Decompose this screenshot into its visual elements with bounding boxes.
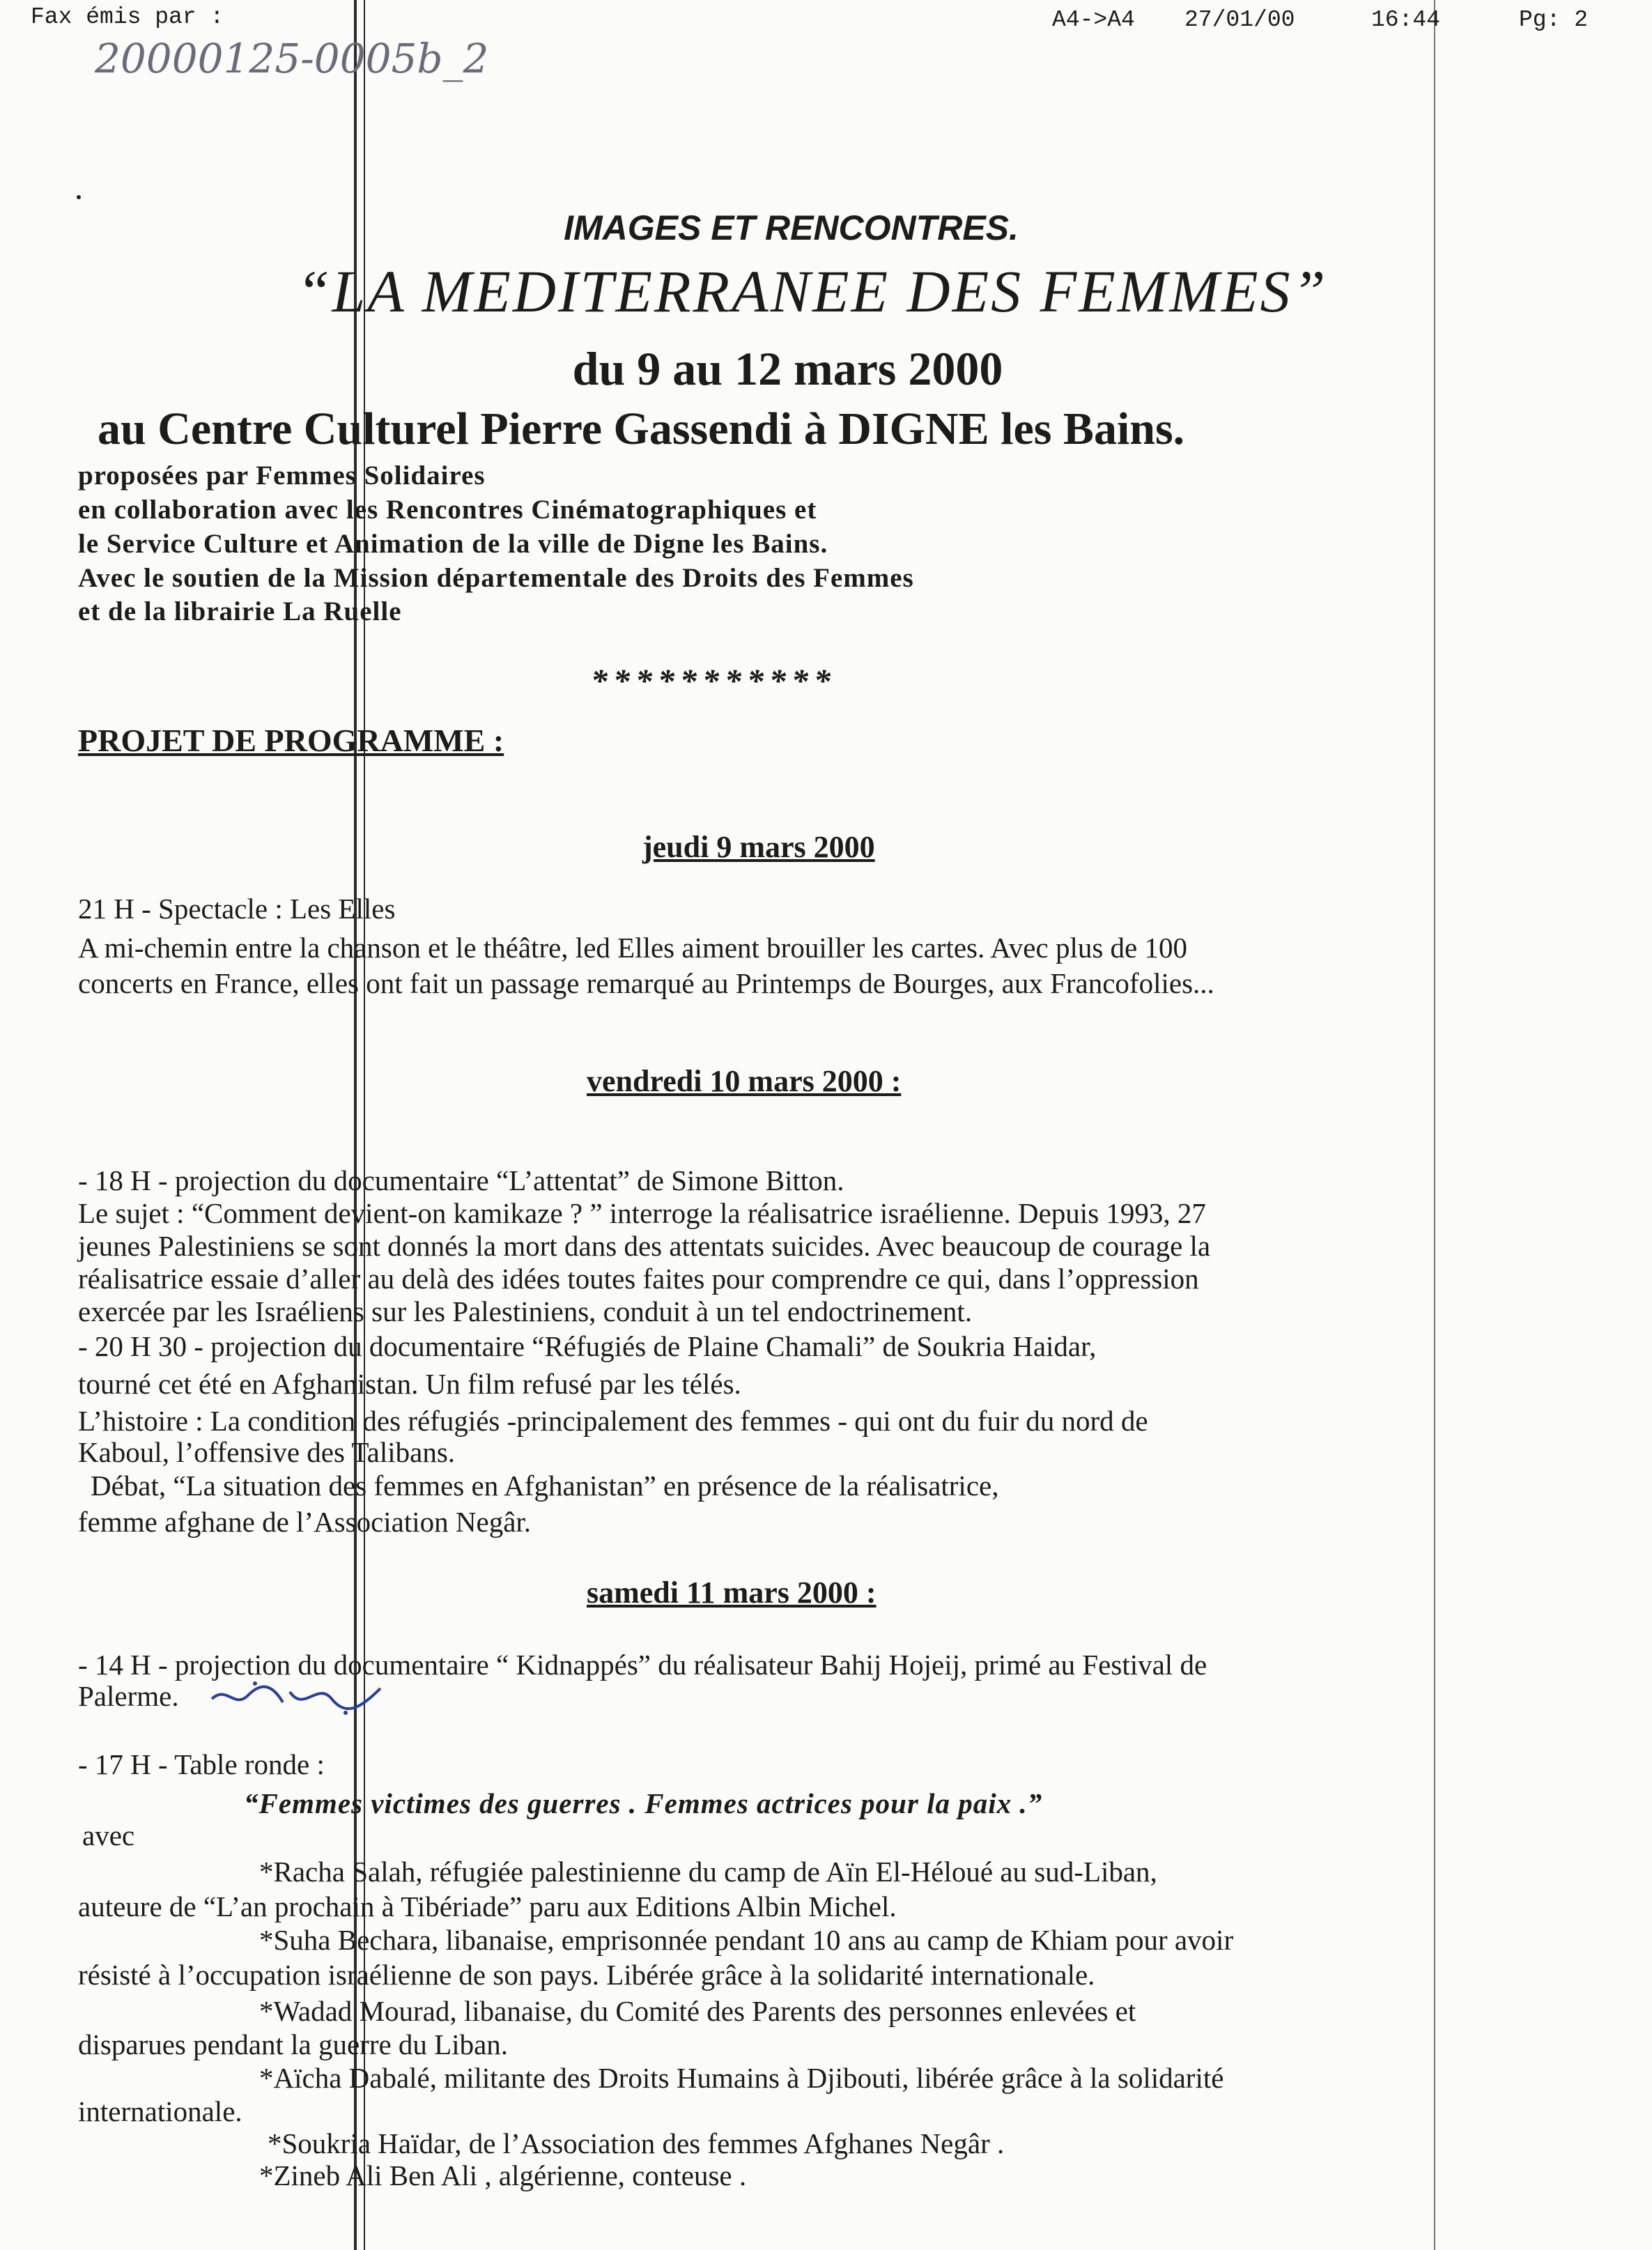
samedi-line-10: *Wadad Mourad, libanaise, du Comité des Parents des personnes enlevées et [259,1995,1136,2027]
vendredi-line-9: Kaboul, l’offensive des Talibans. [78,1436,456,1468]
title-venue: au Centre Culturel Pierre Gassendi à DIGNE les Bains. [98,403,1185,454]
vendredi-line-6: - 20 H 30 - projection du documentaire “Réfugiés de Plaine Chamali” de Soukria Haidar, [78,1330,1097,1362]
samedi-line-15: *Zineb Ali Ben Ali , algérienne, conteuse . [259,2159,747,2191]
samedi-line-12: *Aïcha Dabalé, militante des Droits Humains à Djibouti, libérée grâce à la solidarité [259,2062,1224,2094]
vendredi-line-7: tourné cet été en Afghanistan. Un film refusé par les télés. [78,1368,741,1400]
samedi-line-4: “Femmes victimes des guerres . Femmes actrices pour la paix .” [244,1787,1043,1819]
fax-time: 16:44 [1371,7,1441,33]
handwritten-annotation [206,1671,394,1720]
fax-page: Pg: 2 [1519,7,1589,33]
samedi-line-13: internationale. [78,2095,242,2127]
title-line1: IMAGES ET RENCONTRES. [564,208,1019,247]
organizers-line-4: Avec le soutien de la Mission départementale des Droits des Femmes [78,563,914,593]
samedi-line-11: disparues pendant la guerre du Liban. [78,2028,509,2060]
organizers-line-5: et de la librairie La Ruelle [78,596,402,626]
vendredi-line-11: femme afghane de l’Association Negâr. [78,1506,532,1538]
fax-date: 27/01/00 [1184,7,1295,33]
samedi-line-1: - 14 H - projection du documentaire “ Kidnappés” du réalisateur Bahij Hojeij, primé au Festival de [78,1649,1207,1681]
handwritten-reference: 20000125-0005b_2 [95,35,489,82]
jeudi-line-2: A mi-chemin entre la chanson et le théâtre, led Elles aiment brouiller les cartes. Avec plus de 100 [78,932,1187,964]
samedi-line-8: *Suha Bechara, libanaise, emprisonnée pendant 10 ans au camp de Khiam pour avoir [259,1924,1234,1956]
fax-artifact-line-margin [1434,0,1435,2250]
vendredi-line-2: Le sujet : “Comment devient-on kamikaze ? ” interroge la réalisatrice israélienne. Depuis 1993, 27 [78,1197,1206,1229]
fax-format: A4->A4 [1052,7,1135,33]
jeudi-line-3: concerts en France, elles ont fait un passage remarqué au Printemps de Bourges, aux Francofolies... [78,967,1214,999]
jeudi-line-1: 21 H - Spectacle : Les Elles [78,893,396,925]
vendredi-line-8: L’histoire : La condition des réfugiés -principalement des femmes - qui ont du fuir du nord de [78,1405,1148,1437]
samedi-line-6: *Racha Salah, réfugiée palestinienne du camp de Aïn El-Héloué au sud-Liban, [259,1856,1157,1888]
organizers-line-1: proposées par Femmes Solidaires [78,461,486,491]
organizers-line-2: en collaboration avec les Rencontres Cinématographiques et [78,495,817,525]
vendredi-line-5: exercée par les Israéliens sur les Palestiniens, conduit à un tel endoctrinement. [78,1295,973,1327]
day-title-vendredi: vendredi 10 mars 2000 : [587,1064,902,1098]
samedi-line-9: résisté à l’occupation israélienne de son pays. Libérée grâce à la solidarité internationale. [78,1959,1095,1991]
samedi-line-7: auteure de “L’an prochain à Tibériade” paru aux Editions Albin Michel. [78,1890,897,1922]
vendredi-line-1: - 18 H - projection du documentaire “L’attentat” de Simone Bitton. [78,1164,844,1196]
title-dates: du 9 au 12 mars 2000 [572,342,1003,395]
title-line2: “LA MEDITERRANEE DES FEMMES” [296,258,1328,325]
samedi-line-14: *Soukria Haïdar, de l’Association des femmes Afghanes Negâr . [268,2127,1005,2159]
day-title-jeudi: jeudi 9 mars 2000 [642,830,875,864]
vendredi-line-10: Débat, “La situation des femmes en Afghanistan” en présence de la réalisatrice, [91,1470,999,1502]
program-heading: PROJET DE PROGRAMME : [78,723,504,758]
samedi-line-3: - 17 H - Table ronde : [78,1748,325,1780]
separator: *********** [591,663,836,700]
fax-sender-label: Fax émis par : [31,4,224,30]
day-title-samedi: samedi 11 mars 2000 : [587,1575,877,1610]
vendredi-line-4: réalisatrice essaie d’aller au delà des idées toutes faites pour comprendre ce qui, dans l’oppression [78,1263,1199,1295]
organizers-line-3: le Service Culture et Animation de la ville de Digne les Bains. [78,529,828,559]
samedi-line-5: avec [82,1819,135,1851]
samedi-line-2: Palerme. [78,1680,179,1712]
vendredi-line-3: jeunes Palestiniens se sont donnés la mort dans des attentats suicides. Avec beaucoup de courage la [78,1230,1211,1262]
stray-dot [77,195,81,199]
